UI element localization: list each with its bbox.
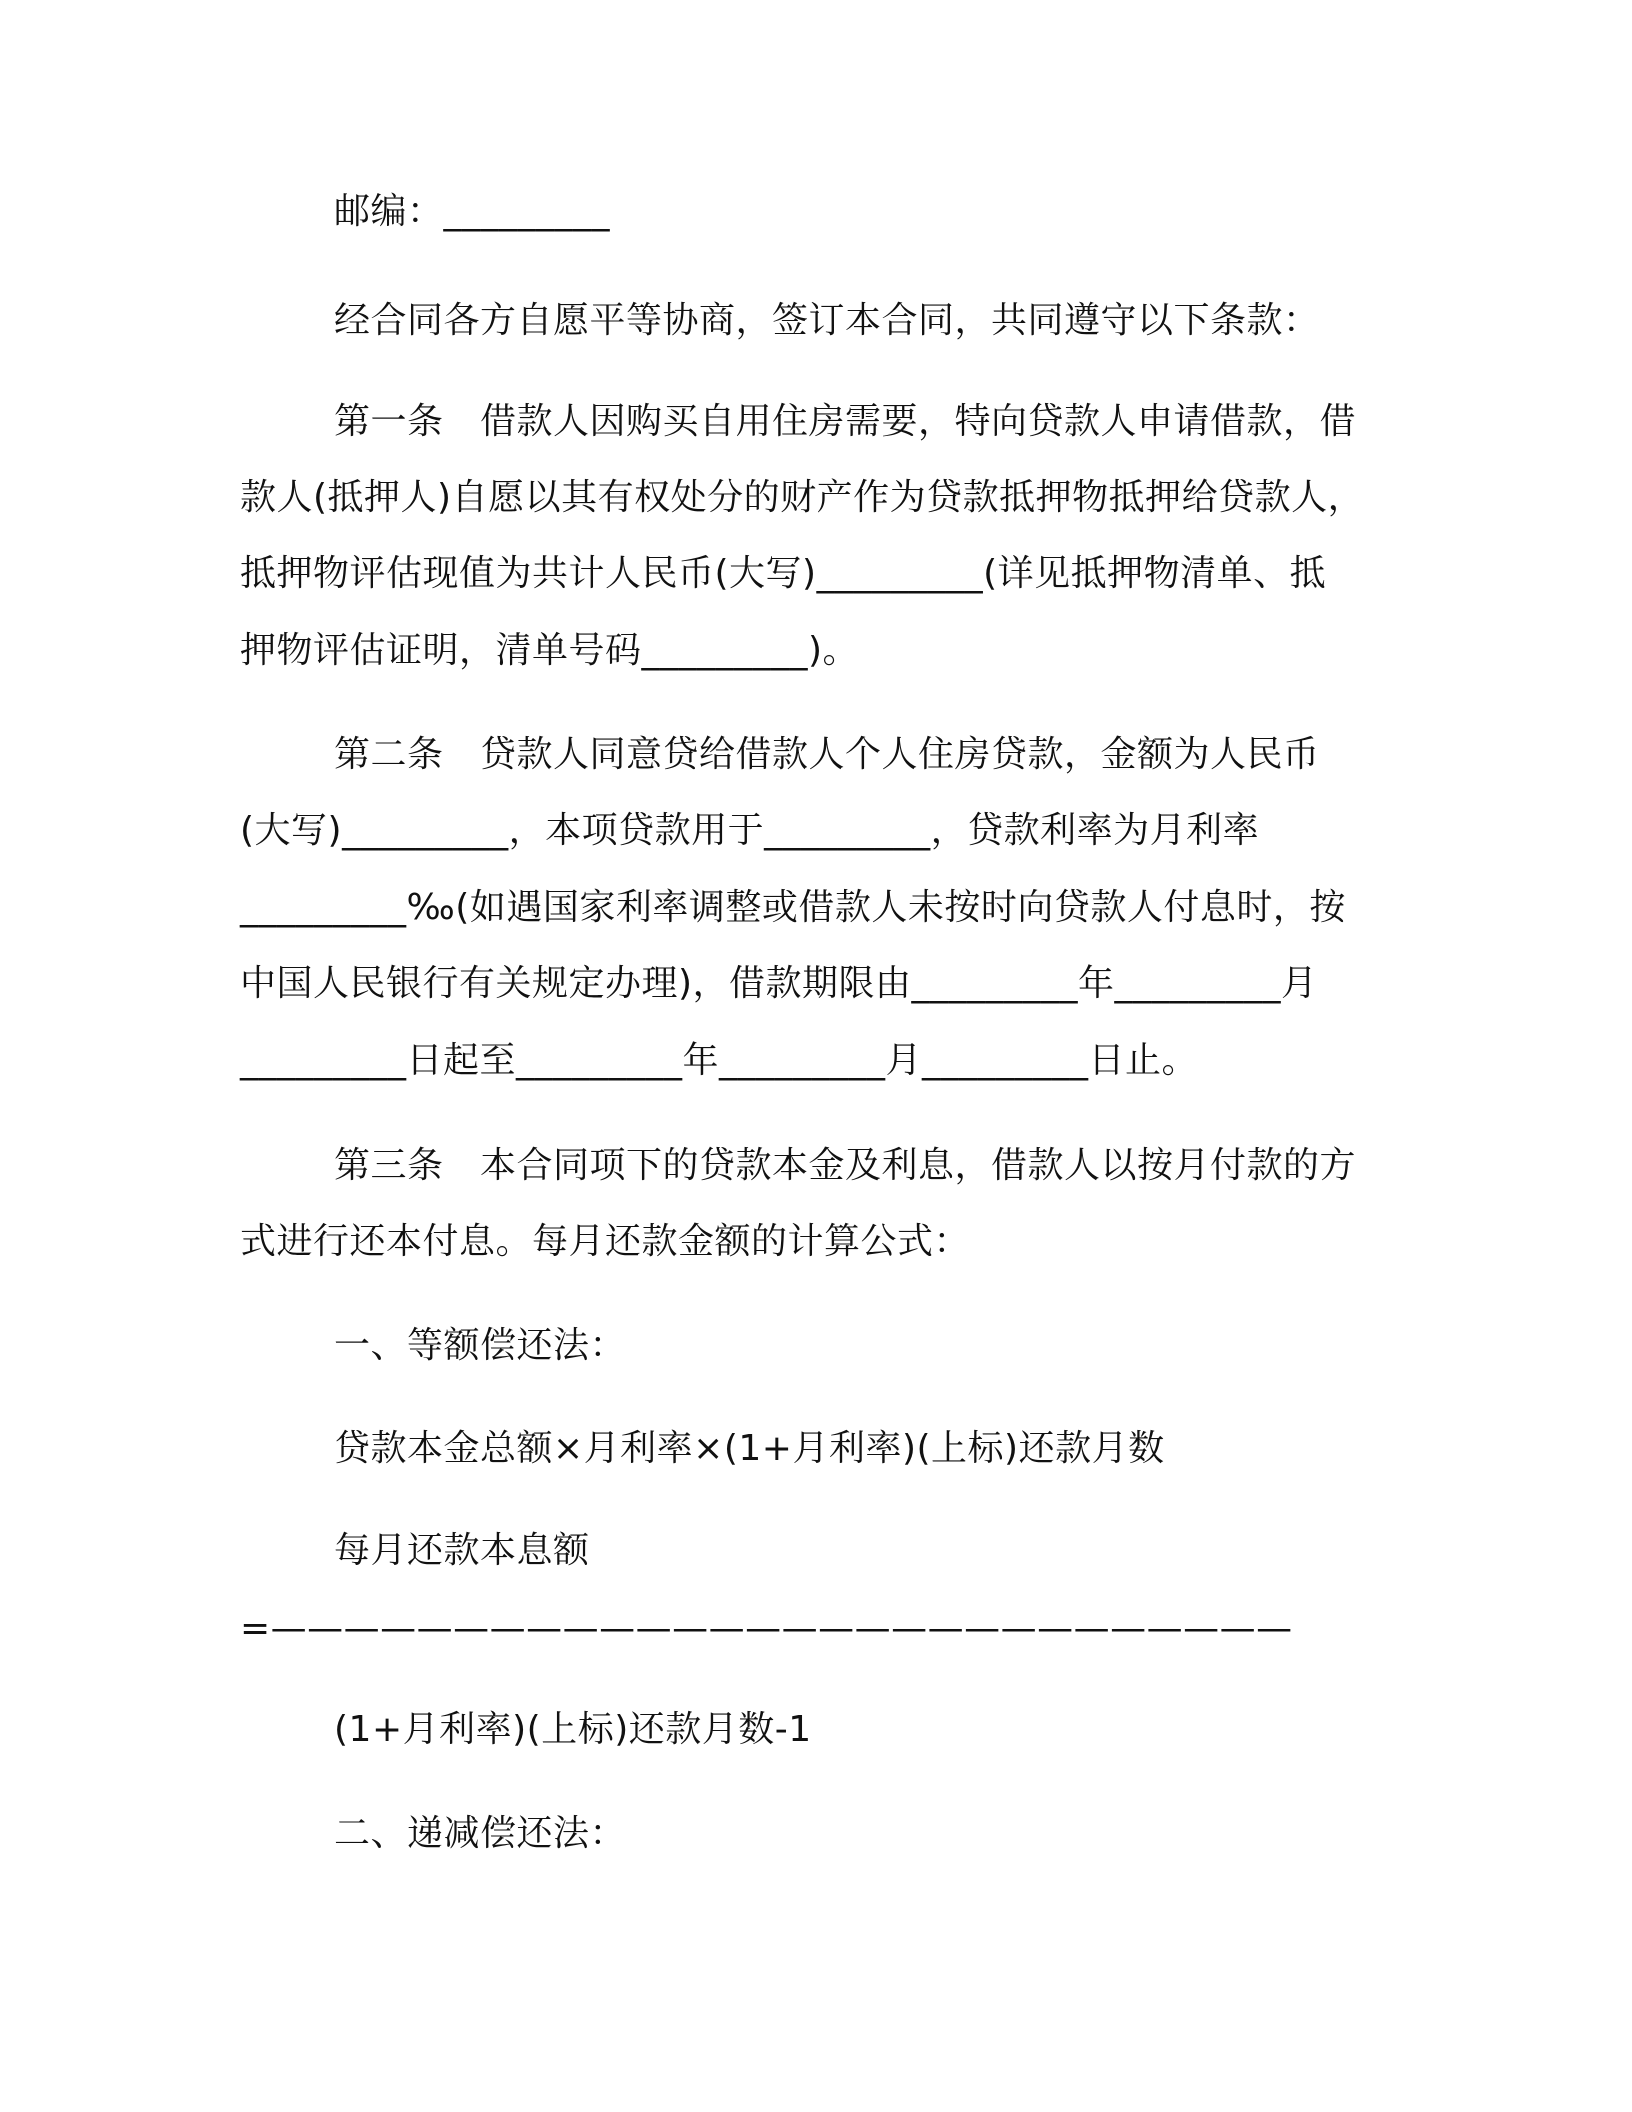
formula-numerator: 贷款本金总额×月利率×(1+月利率)(上标)还款月数: [334, 1428, 1165, 1469]
article-2-line-5: _________日起至_________年_________月_________日止。: [240, 1040, 1199, 1081]
article-2-line-3: _________‰(如遇国家利率调整或借款人未按时向贷款人付息时，按: [240, 887, 1346, 928]
article-2-line-1: 第二条 贷款人同意贷给借款人个人住房贷款，金额为人民币: [334, 734, 1320, 775]
postcode-line: 邮编：_________: [334, 191, 611, 232]
article-1-line-1: 第一条 借款人因购买自用住房需要，特向贷款人申请借款，借: [334, 401, 1357, 442]
article-3-line-2: 式进行还本付息。每月还款金额的计算公式：: [240, 1221, 971, 1262]
article-1-line-2: 款人(抵押人)自愿以其有权处分的财产作为贷款抵押物抵押给贷款人，: [240, 477, 1365, 518]
intro-paragraph: 经合同各方自愿平等协商，签订本合同，共同遵守以下条款：: [334, 300, 1320, 341]
article-1-line-3: 抵押物评估现值为共计人民币(大写)_________(详见抵押物清单、抵: [240, 553, 1327, 594]
article-2-line-4: 中国人民银行有关规定办理)，借款期限由_________年_________月: [240, 963, 1318, 1004]
method-1-title: 一、等额偿还法：: [334, 1325, 627, 1366]
formula-denominator: (1+月利率)(上标)还款月数-1: [334, 1709, 812, 1750]
article-3-line-1: 第三条 本合同项下的贷款本金及利息，借款人以按月付款的方: [334, 1145, 1357, 1186]
formula-label: 每月还款本息额: [334, 1530, 590, 1571]
article-2-line-2: (大写)_________，本项贷款用于_________，贷款利率为月利率: [240, 810, 1260, 851]
method-2-title: 二、递减偿还法：: [334, 1813, 627, 1854]
article-1-line-4: 押物评估证明，清单号码_________)。: [240, 630, 860, 671]
formula-fraction-bar: =————————————————————————————: [240, 1608, 1293, 1649]
